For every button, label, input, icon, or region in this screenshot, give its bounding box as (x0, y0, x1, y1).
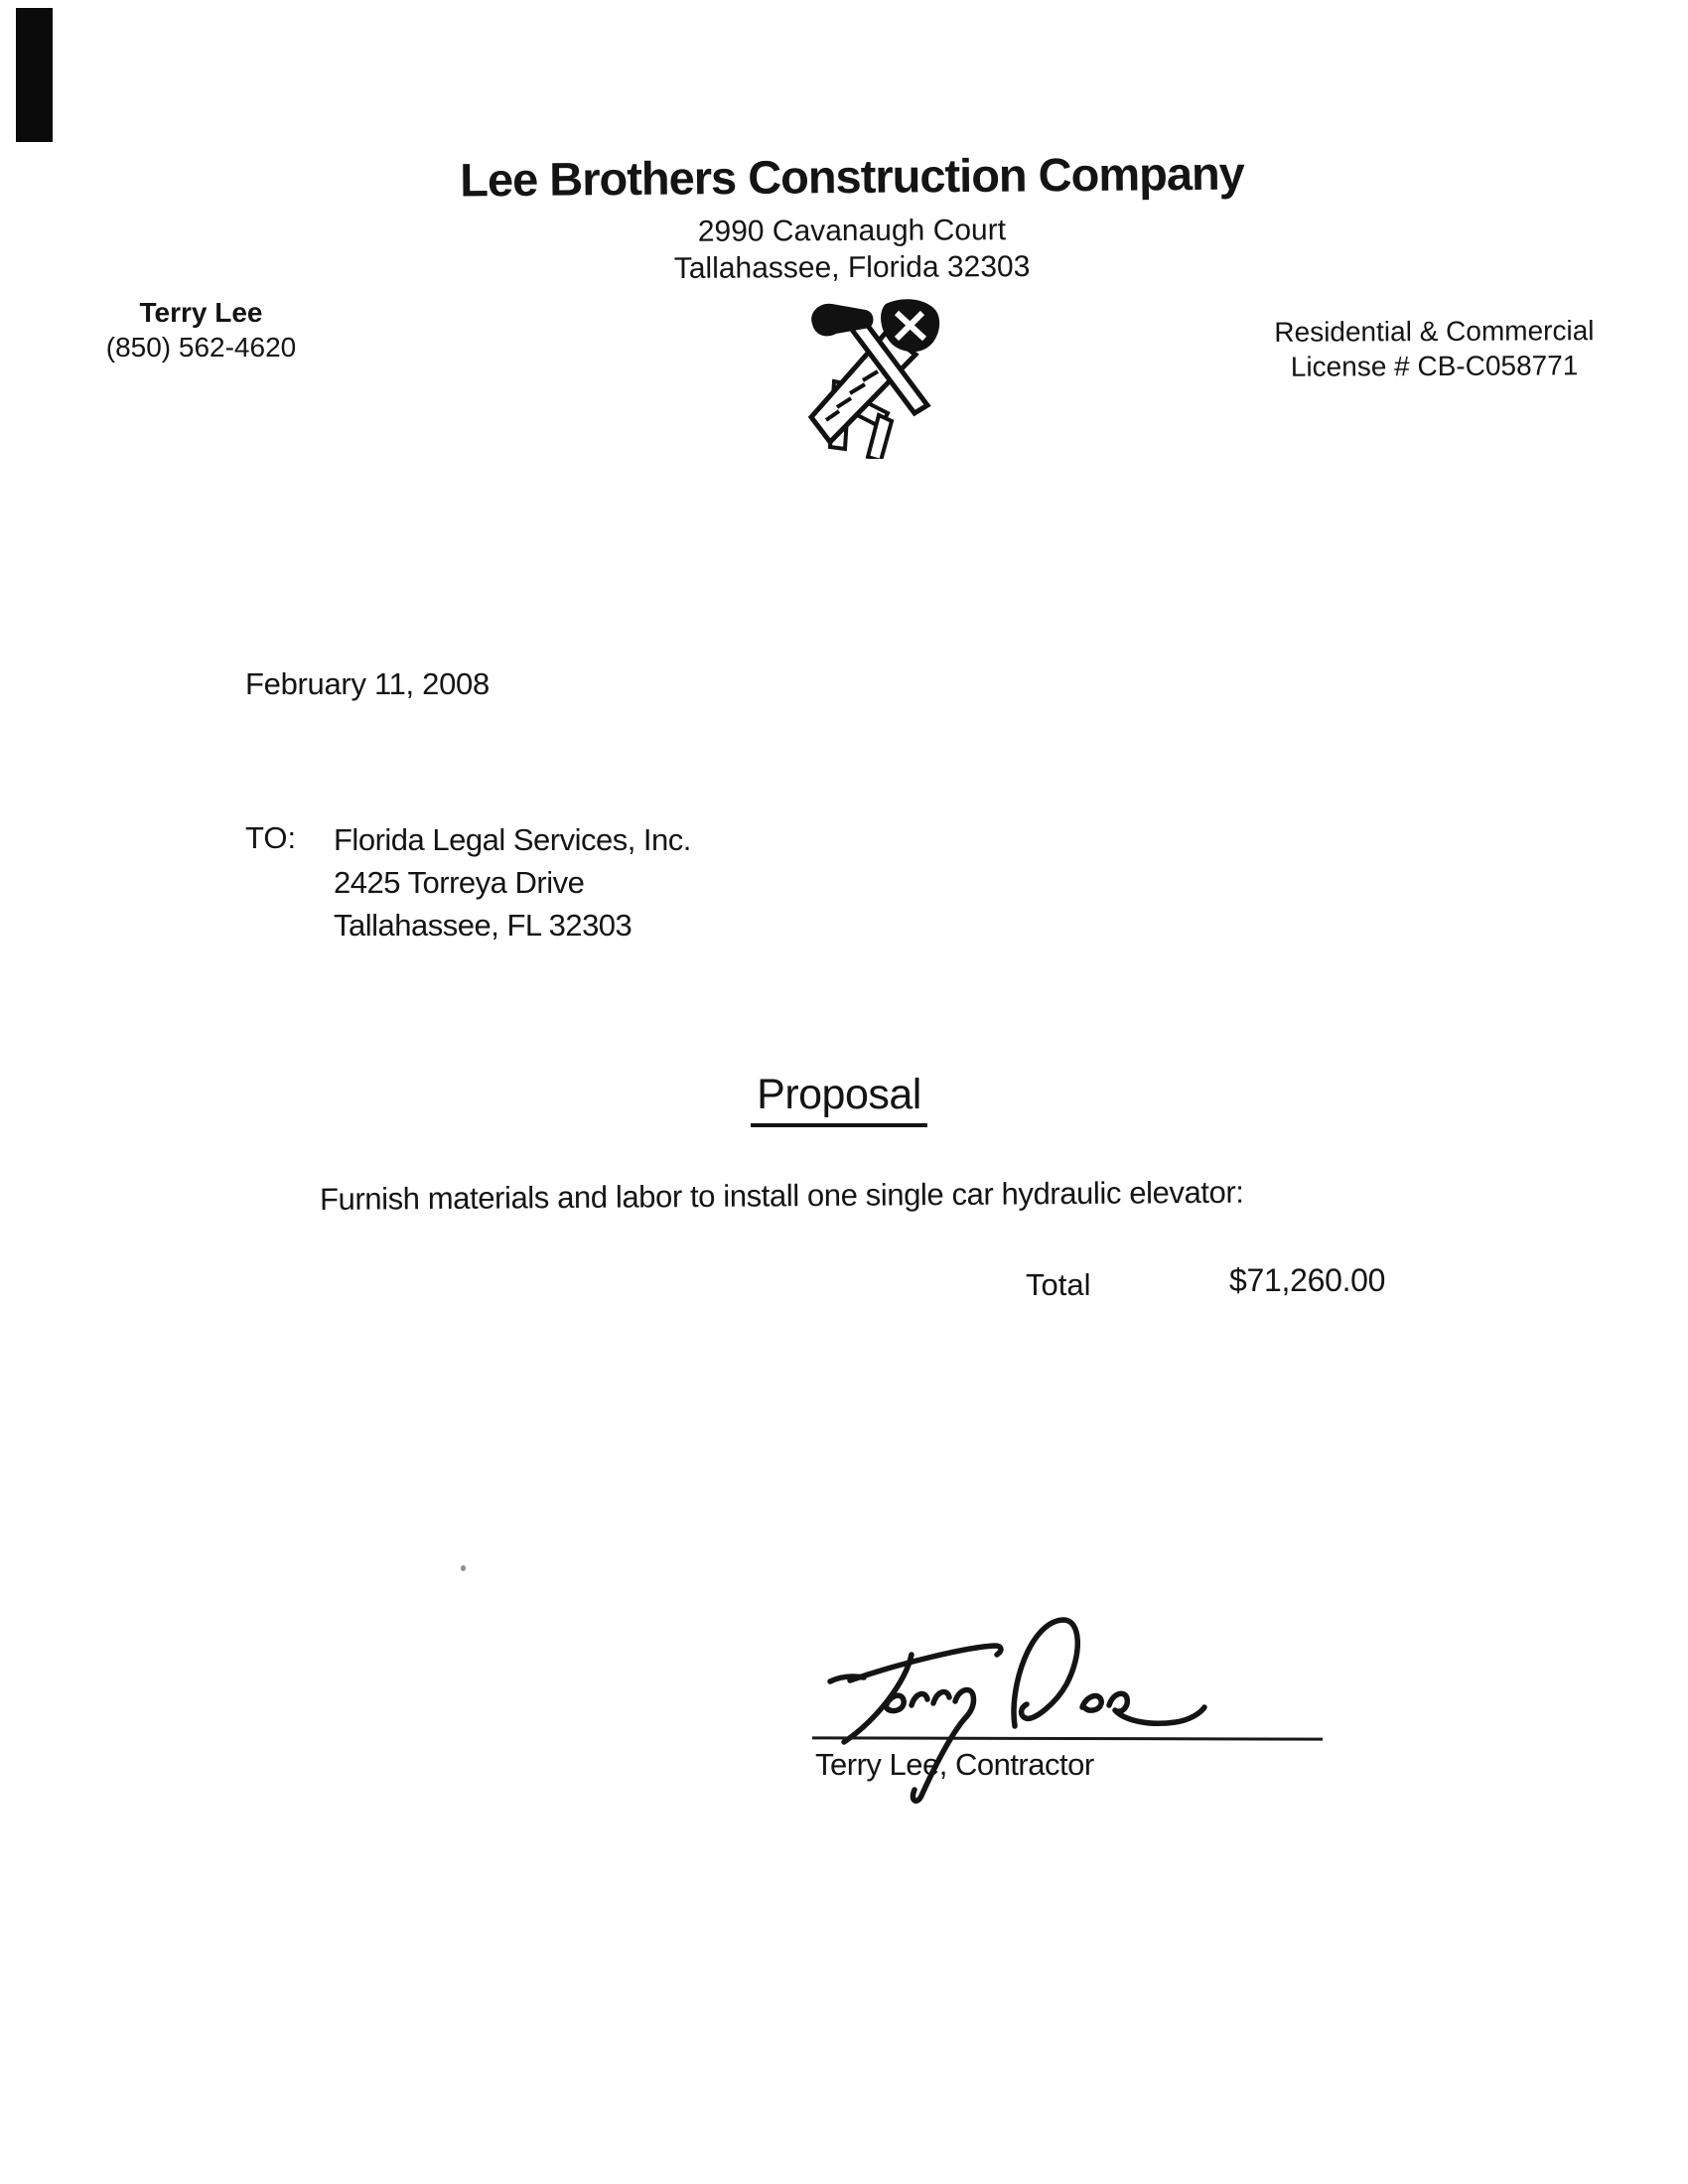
company-address-line1: 2990 Cavanaugh Court (697, 214, 1007, 248)
scan-artifact-bar (16, 8, 53, 142)
contact-name: Terry Lee (139, 297, 263, 328)
credentials-line1: Residential & Commercial (1274, 315, 1595, 348)
recipient-address-line2: Tallahassee, FL 32303 (334, 908, 633, 943)
total-amount: $71,260.00 (1229, 1262, 1386, 1298)
company-address-line2: Tallahassee, Florida 32303 (673, 250, 1031, 285)
company-address (0, 209, 1688, 291)
proposal-description: Furnish materials and labor to install one single car hydraulic elevator: (319, 1174, 1244, 1217)
credentials-line2: License # CB-C058771 (1290, 350, 1579, 382)
recipient-address-line1: 2425 Torreya Drive (334, 865, 585, 900)
proposal-heading (0, 1071, 1678, 1127)
contact-block (70, 295, 333, 364)
scan-speck (461, 1565, 466, 1571)
crossed-tools-logo-icon (767, 290, 955, 459)
to-label: TO: (245, 820, 297, 855)
signature-caption: Terry Lee, Contractor (815, 1747, 1094, 1782)
total-label: Total (1026, 1267, 1091, 1302)
recipient-name: Florida Legal Services, Inc. (334, 822, 691, 857)
credentials-block (1253, 313, 1616, 384)
company-name: Lee Brothers Construction Company (459, 146, 1245, 207)
contact-phone: (850) 562-4620 (105, 332, 297, 363)
letter-date: February 11, 2008 (245, 666, 490, 701)
recipient-block (334, 818, 691, 946)
proposal-heading-text: Proposal (751, 1071, 927, 1127)
